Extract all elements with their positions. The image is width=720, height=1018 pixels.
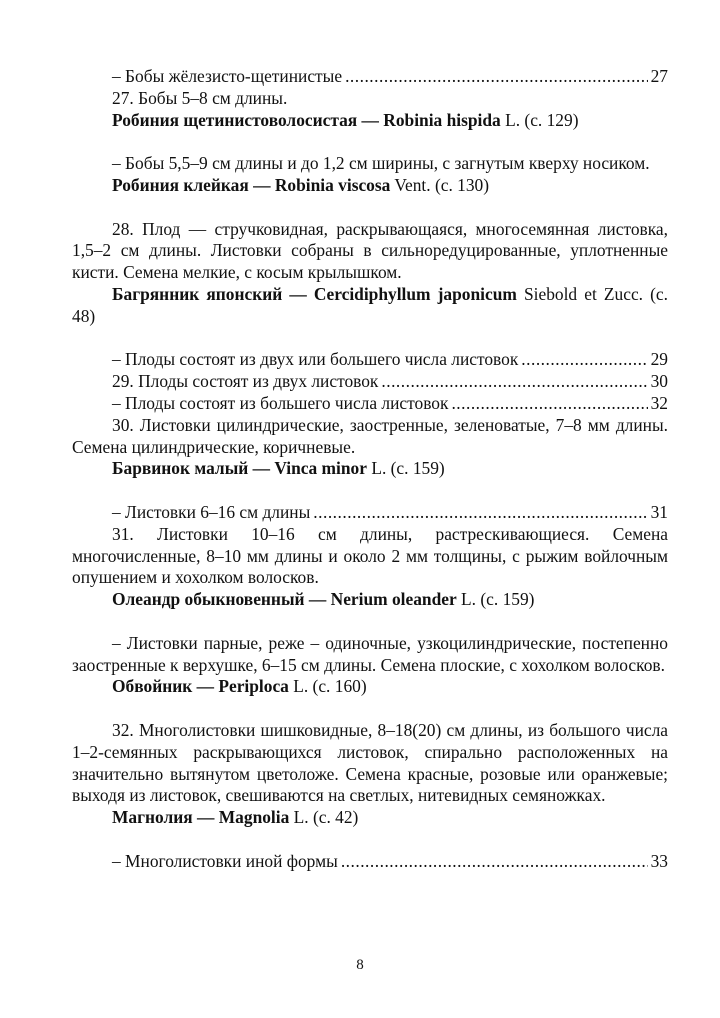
key-paragraph: 31. Листовки 10–16 см длины, растрескивающиеся. Семена многочисленные, 8–10 мм длины и около 2 мм толщины, с рыжим войлочным опушением и хохолком волосков. [72,523,668,588]
species-author-ref: L. (с. 129) [500,109,579,130]
species-author-ref: L. (с. 159) [456,589,535,610]
blank-line [72,480,668,502]
species-name: Обвойник — Periploca [112,676,289,697]
species-author-ref: L. (с. 159) [366,458,445,479]
page-number: 8 [356,957,364,973]
species-name: Робиния клейкая — Robinia viscosa [112,174,391,195]
key-paragraph: – Листовки парные, реже – одиночные, узкоцилиндрические, постепенно заостренные к верхушке, 6–15 см длины. Семена плоские, с хохолком волосков. [72,632,668,675]
key-lead-text: 29. Плоды состоят из двух листовок [112,371,379,392]
blank-line [72,611,668,633]
key-lead-text: – Плоды состоят из двух или большего числа листовок [112,349,519,370]
key-lead-line [72,502,668,524]
blank-line [72,698,668,720]
key-step-number: 31 [650,501,668,522]
species-author-ref: Siebold et Zucc. (с. 48) [72,283,668,326]
species-name-line [72,284,668,328]
key-lead-line [72,851,668,873]
key-paragraph: 32. Многолистовки шишковидные, 8–18(20) см длины, из большого числа 1–2-семянных раскрывающихся листовок, спирально расположенных на значительно вытянутом цветоложе. Семена красные, розовые или оранжевые; выходя из листовок, свешиваются на светлых, нитевидных семяножках. [72,719,668,806]
key-step-number: 29 [650,349,668,370]
species-name-line [72,589,668,611]
blank-line [72,829,668,851]
dot-leader [451,393,647,415]
species-author-ref: L. (с. 160) [288,676,367,697]
dot-leader [313,502,647,524]
key-paragraph: 30. Листовки цилиндрические, заостренные, зеленоватые, 7–8 мм длины. Семена цилиндрические, коричневые. [72,414,668,457]
species-name-line [72,676,668,698]
blank-line [72,131,668,153]
species-name: Олеандр обыкновенный — Nerium oleander [112,589,457,610]
key-lead-text: – Бобы жёлезисто-щетинистые [112,66,343,86]
species-name-line [72,458,668,480]
species-name-line [72,110,668,132]
key-step-number: 33 [650,850,668,871]
blank-line [72,197,668,219]
key-paragraph: 27. Бобы 5–8 см длины. [112,87,288,108]
key-lead-line [72,371,668,393]
dot-leader [345,66,648,88]
blank-line [72,328,668,350]
key-paragraph: 28. Плод — стручковидная, раскрывающаяся, многосемянная листовка, 1,5–2 см длины. Листовки собраны в сильноредуцированные, уплотненные кисти. Семена мелкие, с косым крылышком. [72,218,668,283]
species-author-ref: L. (с. 42) [289,807,359,828]
document-body [72,66,668,872]
species-name-line [72,807,668,829]
dot-leader [341,851,648,873]
key-lead-text: – Листовки 6–16 см длины [112,501,311,522]
dot-leader [381,371,647,393]
key-step-number: 32 [650,392,668,413]
key-lead-line [72,393,668,415]
species-name: Магнолия — Magnolia [112,807,290,828]
species-name-line [72,175,668,197]
species-author-ref: Vent. (с. 130) [390,174,490,195]
key-lead-text: – Многолистовки иной формы [112,850,338,871]
key-step-number: 30 [650,371,668,392]
key-step-number: 27 [650,66,668,86]
dot-leader [521,349,647,371]
key-paragraph: – Бобы 5,5–9 см длины и до 1,2 см ширины, с загнутым кверху носиком. [112,153,650,174]
key-lead-line [72,349,668,371]
key-lead-line [72,66,668,88]
species-name: Барвинок малый — Vinca minor [112,458,367,479]
key-lead-text: – Плоды состоят из большего числа листовок [112,392,449,413]
species-name: Робиния щетинистоволосистая — Robinia hispida [112,109,501,130]
species-name: Багрянник японский — Cercidiphyllum japonicum [112,283,517,304]
